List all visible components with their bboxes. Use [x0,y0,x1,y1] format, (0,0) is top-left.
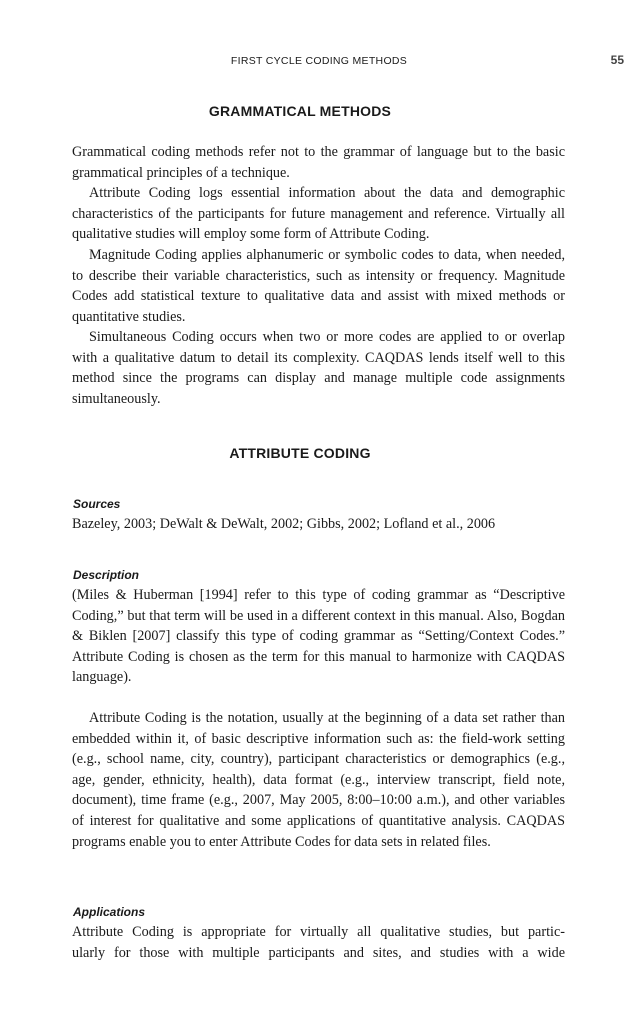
grammatical-paragraph-1: Grammatical coding methods refer not to the grammar of language but to the basic grammatical principles of a technique. [72,144,565,181]
page-number: 55 [610,53,624,67]
applications-label: Applications [73,905,146,919]
magnitude-coding-summary: Magnitude Coding applies alphanumeric or symbolic codes to data, when needed, to describe their variable characteristics, such as intensity or frequency. Magnitude Codes add statistical texture to qualitative data and assist with mixed methods or quantitative studies. [72,247,565,325]
sources-text: Bazeley, 2003; DeWalt & DeWalt, 2002; Gibbs, 2002; Lofland et al., 2006 [72,516,496,532]
attribute-coding-heading: ATTRIBUTE CODING [229,445,371,461]
applications-line-1: Attribute Coding is appropriate for virtually all qualitative studies, but partic- [72,924,565,940]
description-text: (Miles & Huberman [1994] refer to this type of coding grammar as “Descriptive Coding,” but that term will be used in a different context in this manual. Also, Bogdan & Biklen [2007] classify this type of coding grammar as “Setting/Context Codes.” Attribute Coding is chosen as the term for this manual to harmonize with CAQDAS language). [72,587,565,686]
applications-line-2: ularly for those with multiple participants and sites, and studies with a wide [72,945,565,961]
grammatical-methods-heading: GRAMMATICAL METHODS [208,103,392,119]
running-head: FIRST CYCLE CODING METHODS [230,55,408,67]
sources-label: Sources [73,497,121,511]
description-paragraph-2: Attribute Coding is the notation, usually at the beginning of a data set rather than embedded within it, of basic descriptive information such as: the field-work setting (e.g., school name, city, country), participant characteristics or demographics (e.g., age, gender, ethnicity, health), data format (e.g., interview transcript, field note, document), time frame (e.g., 2007, May 2005, 8:00–10:00 a.m.), and other variables of interest for qualitative and some applications of quantitative analysis. CAQDAS programs enable you to enter Attribute Codes for data sets in related files. [72,710,565,850]
attribute-coding-summary: Attribute Coding logs essential information about the data and demographic characteristics of the participants for future management and reference. Virtually all qualitative studies will employ some form of Attribute Coding. [72,185,565,243]
simultaneous-coding-summary: Simultaneous Coding occurs when two or more codes are applied to or overlap with a qualitative datum to detail its complexity. CAQDAS lends itself well to this method since the programs can display and manage multiple code assignments simultaneously. [72,329,565,407]
description-label: Description [73,568,140,582]
